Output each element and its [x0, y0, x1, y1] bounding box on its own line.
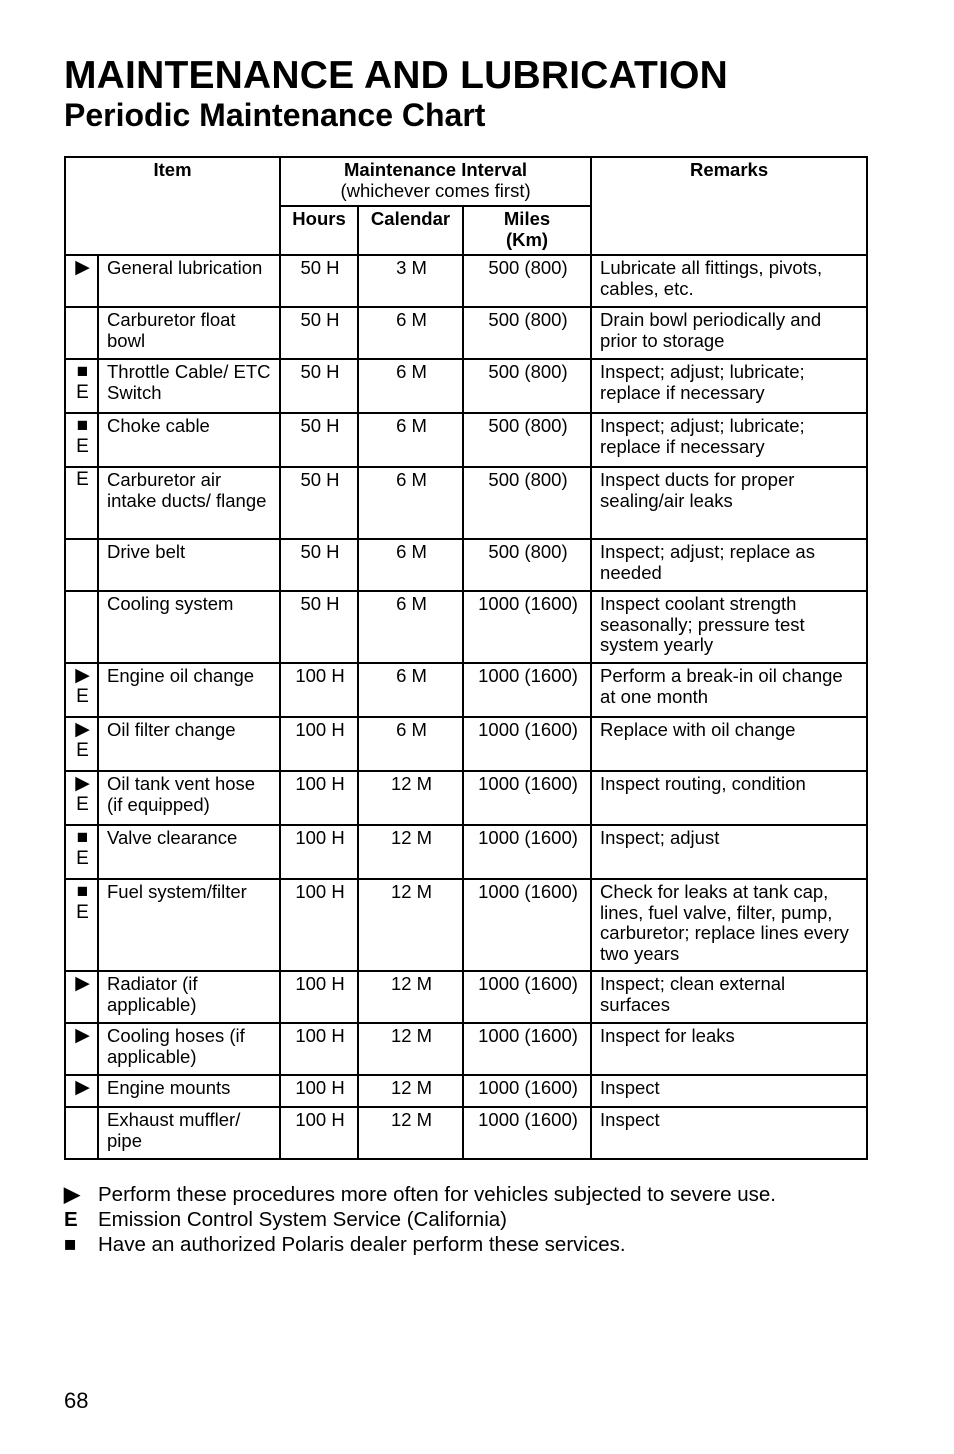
cell-calendar: 12 M — [358, 771, 463, 825]
cell-hours: 50 H — [280, 413, 358, 467]
arrow-icon: ▶ — [75, 257, 90, 278]
arrow-icon: ▶ — [75, 773, 90, 794]
cell-miles: 500 (800) — [463, 539, 591, 591]
cell-item: Engine oil change — [98, 663, 280, 717]
header-hours: Hours — [280, 206, 358, 255]
legend-text: Emission Control System Service (California) — [98, 1208, 507, 1231]
square-icon: ■ — [76, 415, 89, 436]
row-symbols — [65, 717, 98, 771]
header-miles-unit: (Km) — [505, 228, 549, 250]
header-miles-label: Miles — [503, 208, 551, 229]
cell-item: Throttle Cable/ ETC Switch — [98, 359, 280, 413]
cell-remarks: Inspect; adjust — [591, 825, 867, 879]
maintenance-chart-table — [64, 156, 868, 1160]
emission-e-icon: E — [76, 847, 89, 869]
table-row — [65, 663, 867, 717]
cell-miles: 1000 (1600) — [463, 717, 591, 771]
cell-calendar: 6 M — [358, 359, 463, 413]
header-interval — [280, 157, 591, 206]
header-interval-note: (whichever comes first) — [340, 179, 531, 201]
cell-calendar: 6 M — [358, 591, 463, 663]
cell-remarks: Perform a break-in oil change at one month — [591, 663, 867, 717]
cell-remarks: Lubricate all fittings, pivots, cables, etc. — [591, 255, 867, 307]
legend-text: Have an authorized Polaris dealer perform these services. — [98, 1233, 626, 1256]
arrow-icon: ▶ — [75, 973, 90, 994]
cell-miles: 1000 (1600) — [463, 879, 591, 971]
cell-item: Valve clearance — [98, 825, 280, 879]
cell-calendar: 6 M — [358, 717, 463, 771]
cell-hours: 100 H — [280, 1075, 358, 1107]
legend-item — [64, 1207, 776, 1232]
table-row — [65, 1107, 867, 1159]
table-row — [65, 825, 867, 879]
cell-remarks: Inspect; adjust; replace as needed — [591, 539, 867, 591]
cell-item: Oil filter change — [98, 717, 280, 771]
cell-remarks: Inspect routing, condition — [591, 771, 867, 825]
row-symbols — [65, 255, 98, 307]
header-miles — [463, 206, 591, 255]
cell-miles: 1000 (1600) — [463, 1107, 591, 1159]
cell-miles: 500 (800) — [463, 413, 591, 467]
cell-calendar: 6 M — [358, 539, 463, 591]
row-symbols — [65, 359, 98, 413]
table-row — [65, 591, 867, 663]
cell-item: Exhaust muffler/ pipe — [98, 1107, 280, 1159]
arrow-icon: ▶ — [75, 719, 90, 740]
cell-hours: 50 H — [280, 539, 358, 591]
cell-remarks: Check for leaks at tank cap, lines, fuel valve, filter, pump, carburetor; replace lines every two years — [591, 879, 867, 971]
cell-item: Drive belt — [98, 539, 280, 591]
emission-e-icon: E — [76, 793, 89, 815]
cell-hours: 100 H — [280, 1107, 358, 1159]
table-row — [65, 879, 867, 971]
cell-miles: 1000 (1600) — [463, 971, 591, 1023]
cell-calendar: 12 M — [358, 971, 463, 1023]
header-interval-label: Maintenance Interval — [344, 159, 528, 180]
cell-remarks: Inspect coolant strength seasonally; pressure test system yearly — [591, 591, 867, 663]
cell-calendar: 12 M — [358, 1075, 463, 1107]
row-symbols — [65, 591, 98, 663]
cell-calendar: 6 M — [358, 663, 463, 717]
table-row — [65, 467, 867, 539]
header-calendar: Calendar — [358, 206, 463, 255]
table-row — [65, 1023, 867, 1075]
header-remarks: Remarks — [591, 157, 867, 255]
cell-hours: 100 H — [280, 1023, 358, 1075]
cell-miles: 1000 (1600) — [463, 825, 591, 879]
cell-hours: 50 H — [280, 307, 358, 359]
row-symbols — [65, 971, 98, 1023]
table-row — [65, 1075, 867, 1107]
emission-e-icon: E — [76, 901, 89, 923]
emission-e-icon: E — [76, 381, 89, 403]
cell-hours: 100 H — [280, 971, 358, 1023]
cell-remarks: Replace with oil change — [591, 717, 867, 771]
row-symbols — [65, 307, 98, 359]
cell-miles: 500 (800) — [463, 467, 591, 539]
cell-miles: 500 (800) — [463, 255, 591, 307]
arrow-icon: ▶ — [75, 1025, 90, 1046]
cell-calendar: 12 M — [358, 879, 463, 971]
cell-remarks: Inspect; clean external surfaces — [591, 971, 867, 1023]
cell-hours: 50 H — [280, 255, 358, 307]
cell-hours: 100 H — [280, 879, 358, 971]
cell-item: Cooling hoses (if applicable) — [98, 1023, 280, 1075]
emission-e-icon: E — [76, 739, 89, 761]
legend-item — [64, 1182, 776, 1207]
arrow-icon: ▶ — [64, 1183, 80, 1206]
cell-calendar: 12 M — [358, 1023, 463, 1075]
header-item: Item — [65, 157, 280, 255]
emission-e-icon: E — [76, 435, 89, 457]
cell-remarks: Inspect for leaks — [591, 1023, 867, 1075]
legend — [64, 1182, 776, 1257]
row-symbols — [65, 1075, 98, 1107]
cell-item: Carburetor float bowl — [98, 307, 280, 359]
table-row — [65, 307, 867, 359]
cell-calendar: 12 M — [358, 1107, 463, 1159]
cell-remarks: Inspect; adjust; lubricate; replace if necessary — [591, 413, 867, 467]
cell-remarks: Inspect ducts for proper sealing/air leaks — [591, 467, 867, 539]
emission-e-icon: E — [76, 469, 89, 490]
cell-calendar: 6 M — [358, 307, 463, 359]
cell-item: Cooling system — [98, 591, 280, 663]
cell-hours: 100 H — [280, 825, 358, 879]
table-row — [65, 539, 867, 591]
cell-item: Engine mounts — [98, 1075, 280, 1107]
cell-item: Oil tank vent hose (if equipped) — [98, 771, 280, 825]
row-symbols — [65, 825, 98, 879]
cell-calendar: 3 M — [358, 255, 463, 307]
table-row — [65, 413, 867, 467]
cell-miles: 1000 (1600) — [463, 771, 591, 825]
row-symbols — [65, 1023, 98, 1075]
cell-item: Carburetor air intake ducts/ flange — [98, 467, 280, 539]
table-row — [65, 717, 867, 771]
row-symbols — [65, 1107, 98, 1159]
square-icon: ■ — [76, 881, 89, 902]
table-header-row — [65, 157, 867, 206]
page-number: 68 — [64, 1388, 89, 1413]
cell-hours: 50 H — [280, 467, 358, 539]
cell-miles: 1000 (1600) — [463, 663, 591, 717]
cell-remarks: Inspect — [591, 1075, 867, 1107]
cell-miles: 1000 (1600) — [463, 591, 591, 663]
cell-hours: 100 H — [280, 663, 358, 717]
table-row — [65, 771, 867, 825]
cell-item: General lubrication — [98, 255, 280, 307]
cell-miles: 1000 (1600) — [463, 1075, 591, 1107]
cell-item: Fuel system/filter — [98, 879, 280, 971]
row-symbols — [65, 413, 98, 467]
page-title: MAINTENANCE AND LUBRICATION — [64, 54, 729, 97]
cell-miles: 500 (800) — [463, 359, 591, 413]
cell-calendar: 6 M — [358, 413, 463, 467]
cell-miles: 500 (800) — [463, 307, 591, 359]
emission-e-icon: E — [76, 685, 89, 707]
arrow-icon: ▶ — [75, 665, 90, 686]
row-symbols — [65, 771, 98, 825]
cell-remarks: Inspect; adjust; lubricate; replace if necessary — [591, 359, 867, 413]
cell-miles: 1000 (1600) — [463, 1023, 591, 1075]
table-row — [65, 255, 867, 307]
legend-text: Perform these procedures more often for vehicles subjected to severe use. — [98, 1183, 776, 1206]
cell-remarks: Inspect — [591, 1107, 867, 1159]
row-symbols — [65, 663, 98, 717]
square-icon: ■ — [64, 1233, 77, 1256]
cell-hours: 50 H — [280, 359, 358, 413]
table-row — [65, 359, 867, 413]
cell-hours: 100 H — [280, 771, 358, 825]
square-icon: ■ — [76, 361, 89, 382]
cell-item: Radiator (if applicable) — [98, 971, 280, 1023]
row-symbols — [65, 539, 98, 591]
row-symbols — [65, 879, 98, 971]
emission-e-icon: E — [64, 1208, 78, 1231]
row-symbols — [65, 467, 98, 539]
legend-item — [64, 1232, 776, 1257]
cell-hours: 50 H — [280, 591, 358, 663]
arrow-icon: ▶ — [75, 1077, 90, 1098]
table-row — [65, 971, 867, 1023]
cell-remarks: Drain bowl periodically and prior to storage — [591, 307, 867, 359]
page-subtitle: Periodic Maintenance Chart — [64, 97, 486, 133]
cell-hours: 100 H — [280, 717, 358, 771]
cell-calendar: 6 M — [358, 467, 463, 539]
cell-item: Choke cable — [98, 413, 280, 467]
square-icon: ■ — [76, 827, 89, 848]
cell-calendar: 12 M — [358, 825, 463, 879]
